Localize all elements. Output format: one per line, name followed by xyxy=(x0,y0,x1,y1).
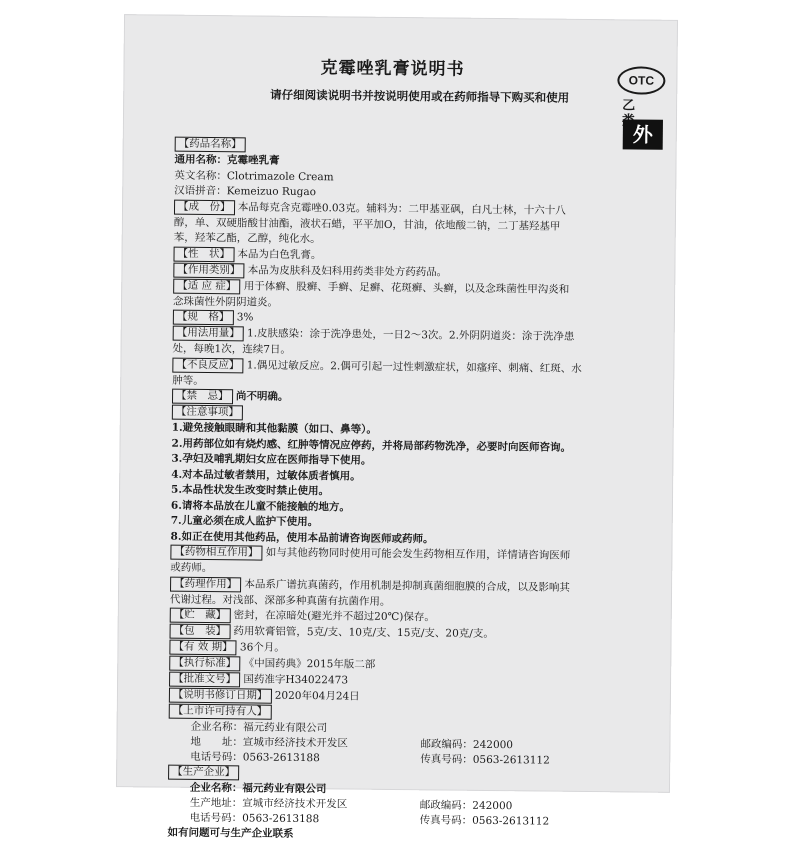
usage-tag: 【用法用量】 xyxy=(173,326,244,342)
adverse-tag: 【不良反应】 xyxy=(172,357,243,373)
category-tag: 【作用类别】 xyxy=(173,262,244,278)
standard-tag: 【执行标准】 xyxy=(169,656,240,672)
ingredients-text-2: 醇，单、双硬脂酸甘油酯，液状石蜡，平平加O，甘油，依地酸二钠，二丁基羟基甲 xyxy=(173,216,561,233)
external-use-badge: 外 xyxy=(623,119,663,149)
ingredients-tag: 【成 份】 xyxy=(174,199,235,215)
standard-text: 《中国药典》2015年版二部 xyxy=(243,657,376,671)
leaflet-paper xyxy=(116,14,678,840)
approval-tag: 【批准文号】 xyxy=(169,672,240,688)
precaution-item: 4.对本品过敏者禁用，过敏体质者慎用。 xyxy=(171,468,361,483)
holder-address: 地 址：宣城市经济技术开发区 xyxy=(190,735,348,750)
interactions-text-2: 或药师。 xyxy=(170,561,213,575)
precaution-item: 3.孕妇及哺乳期妇女应在医师指导下使用。 xyxy=(171,452,372,467)
document-title: 克霉唑乳膏说明书 xyxy=(320,58,465,80)
holder-heading: 【上市许可持有人】 xyxy=(169,704,272,720)
approval-text: 国药准字H34022473 xyxy=(243,673,349,687)
validity-text: 36个月。 xyxy=(239,641,285,654)
precaution-item: 8.如正在使用其他药品，使用本品前请咨询医师或药师。 xyxy=(170,530,434,545)
generic-name: 通用名称：克霉唑乳膏 xyxy=(174,153,280,167)
manufacturer-heading: 【生产企业】 xyxy=(168,765,239,781)
indications-text-1: 用于体癣、股癣、手癣、足癣、花斑癣、头癣，以及念珠菌性甲沟炎和 xyxy=(243,279,570,296)
validity-tag: 【有 效 期】 xyxy=(169,640,236,656)
spec-text: 3% xyxy=(236,311,254,324)
precaution-item: 6.请将本品放在儿童不能接触的地方。 xyxy=(170,499,350,514)
holder-phone: 电话号码：0563-2613188 xyxy=(190,750,320,765)
properties-tag: 【性 状】 xyxy=(173,246,234,262)
holder-fax: 传真号码：0563-2613112 xyxy=(420,753,550,767)
interactions-tag: 【药物相互作用】 xyxy=(170,545,262,561)
leaflet-body xyxy=(167,137,644,846)
properties-text: 本品为白色乳膏。 xyxy=(237,247,322,261)
indications-text-2: 念珠菌性外阴阴道炎。 xyxy=(172,295,279,309)
manufacturer-postcode: 邮政编码：242000 xyxy=(419,799,513,813)
otc-badge: OTC xyxy=(617,66,665,95)
leaflet-content xyxy=(167,15,655,840)
ingredients-text-1: 本品每克含克霉唑0.03克。辅料为：二甲基亚砜，白凡士林，十六十八 xyxy=(237,200,566,217)
storage-tag: 【贮 藏】 xyxy=(170,608,231,624)
precaution-item: 1.避免接触眼睛和其他黏膜（如口、鼻等）。 xyxy=(171,421,378,436)
package-text: 药用软膏铝管，5克/支、10克/支、15克/支、20克/支。 xyxy=(233,625,494,641)
holder-company: 企业名称：福元药业有限公司 xyxy=(190,720,328,735)
pharmacology-tag: 【药理作用】 xyxy=(170,576,241,592)
precaution-item: 7.儿童必须在成人监护下使用。 xyxy=(170,514,319,529)
manufacturer-phone: 电话号码：0563-2613188 xyxy=(189,811,320,826)
contra-text: 尚不明确。 xyxy=(235,390,289,403)
category-label: 乙类 xyxy=(622,98,639,114)
ingredients-text-3: 苯，羟苯乙酯，乙醇，纯化水。 xyxy=(173,231,321,246)
manufacturer-fax: 传真号码：0563-2613112 xyxy=(419,814,550,828)
category-text: 本品为皮肤科及妇科用药类非处方药药品。 xyxy=(247,263,448,279)
footer-note: 如有问题可与生产企业联系 xyxy=(167,826,294,840)
precautions-heading: 【注意事项】 xyxy=(172,405,243,421)
indications-tag: 【适 应 症】 xyxy=(173,278,240,294)
drug-name-heading: 【药品名称】 xyxy=(175,137,246,153)
manufacturer-address: 生产地址：宣城市经济技术开发区 xyxy=(189,796,348,811)
revision-tag: 【说明书修订日期】 xyxy=(169,688,272,704)
pinyin-name: 汉语拼音：Kemeizuo Rugao xyxy=(174,184,317,199)
document-subtitle: 请仔细阅读说明书并按说明使用或在药师指导下购买和使用 xyxy=(270,87,570,105)
contra-tag: 【禁 忌】 xyxy=(172,389,233,405)
package-tag: 【包 装】 xyxy=(170,624,231,640)
precaution-item: 5.本品性状发生改变时禁止使用。 xyxy=(171,483,330,498)
usage-text-2: 处，每晚1次，连续7日。 xyxy=(172,342,291,356)
adverse-text-2: 肿等。 xyxy=(172,374,204,387)
storage-text: 密封，在凉暗处(避光并不超过20℃)保存。 xyxy=(233,609,435,624)
spec-tag: 【规 格】 xyxy=(173,310,234,326)
usage-text-1: 1.皮肤感染：涂于洗净患处，一日2～3次。2.外阴阴道炎：涂于洗净患 xyxy=(247,327,575,343)
pharmacology-text-2: 代谢过程。对浅部、深部多种真菌有抗菌作用。 xyxy=(169,593,391,608)
revision-text: 2020年04月24日 xyxy=(274,689,360,703)
interactions-text-1: 如与其他药物同时使用可能会发生药物相互作用，详情请咨询医师 xyxy=(265,546,571,562)
manufacturer-company: 企业名称：福元药业有限公司 xyxy=(189,781,327,796)
pharmacology-text-1: 本品系广谱抗真菌药，作用机制是抑制真菌细胞膜的合成，以及影响其 xyxy=(244,577,570,594)
precaution-item: 2.用药部位如有烧灼感、红肿等情况应停药，并将局部药物洗净，必要时向医师咨询。 xyxy=(171,437,572,454)
holder-postcode: 邮政编码：242000 xyxy=(420,738,514,752)
adverse-text-1: 1.偶见过敏反应。2.偶可引起一过性刺激症状，如瘙痒、刺痛、红斑、水 xyxy=(246,358,582,375)
english-name: 英文名称：Clotrimazole Cream xyxy=(174,169,334,183)
